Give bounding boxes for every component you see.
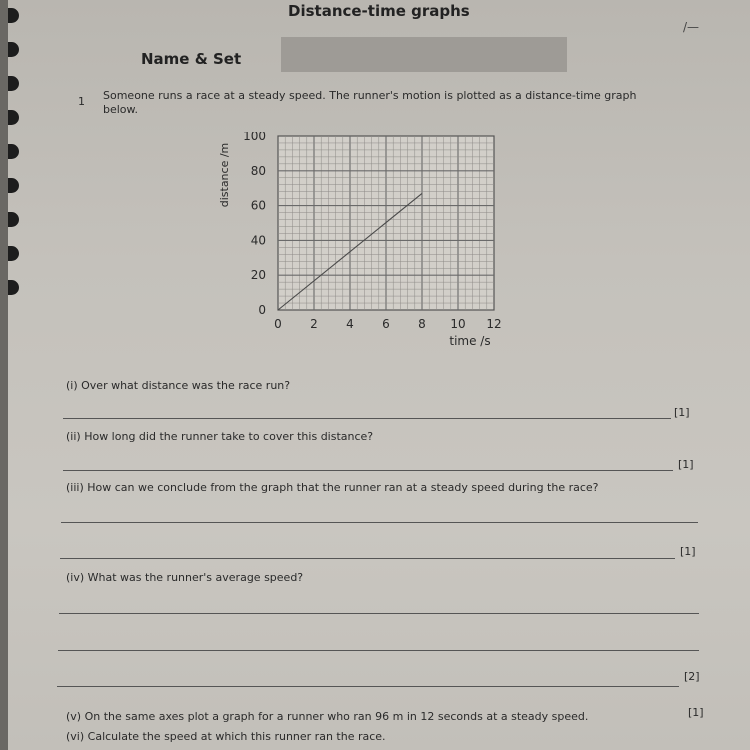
question-part-ii: (ii) How long did the runner take to cover this distance? [66, 430, 374, 443]
y-tick-label: 0 [258, 303, 266, 317]
worksheet-page [8, 0, 750, 750]
question-text: Someone runs a race at a steady speed. The runner's motion is plotted as a distance-time graph below. [103, 89, 637, 116]
margin-note: /— [683, 20, 700, 34]
name-set-label: Name & Set [141, 50, 242, 68]
y-tick-label: 100 [243, 132, 266, 143]
y-tick-label: 40 [250, 233, 266, 248]
answer-line[interactable] [60, 558, 675, 559]
x-axis-label: time /s [449, 334, 491, 348]
page-title: Distance-time graphs [288, 2, 470, 20]
marks-label: [1] [688, 706, 704, 719]
x-tick-label: 4 [346, 317, 354, 331]
y-axis-label: distance /m [218, 142, 231, 208]
x-tick-label: 12 [486, 317, 502, 331]
marks-label: [1] [678, 458, 694, 471]
y-tick-label: 80 [250, 163, 266, 178]
binder-rings [8, 0, 18, 750]
answer-line[interactable] [59, 613, 699, 614]
x-tick-label: 8 [418, 317, 426, 331]
y-tick-label: 20 [250, 268, 266, 283]
question-part-iv: (iv) What was the runner's average speed? [66, 571, 304, 584]
answer-line[interactable] [57, 686, 679, 687]
x-tick-label: 6 [382, 317, 390, 331]
question-part-v: (v) On the same axes plot a graph for a runner who ran 96 m in 12 seconds at a steady speed. [66, 710, 589, 723]
marks-label: [1] [674, 406, 690, 419]
answer-line[interactable] [61, 522, 698, 523]
question-part-iii: (iii) How can we conclude from the graph that the runner ran at a steady speed during the race? [66, 481, 599, 494]
marks-label: [1] [680, 545, 696, 558]
distance-time-graph [198, 132, 518, 352]
x-tick-label: 10 [450, 317, 466, 331]
answer-line[interactable] [63, 470, 673, 471]
answer-line[interactable] [63, 418, 671, 419]
x-tick-label: 2 [310, 317, 318, 331]
name-set-field[interactable] [281, 37, 567, 72]
question-number: 1 [78, 95, 85, 108]
marks-label: [2] [684, 670, 700, 683]
answer-line[interactable] [58, 650, 699, 651]
question-part-vi: (vi) Calculate the speed at which this runner ran the race. [66, 730, 386, 743]
question-part-i: (i) Over what distance was the race run? [66, 379, 291, 392]
y-tick-label: 60 [250, 198, 266, 213]
x-tick-label: 0 [274, 317, 282, 331]
